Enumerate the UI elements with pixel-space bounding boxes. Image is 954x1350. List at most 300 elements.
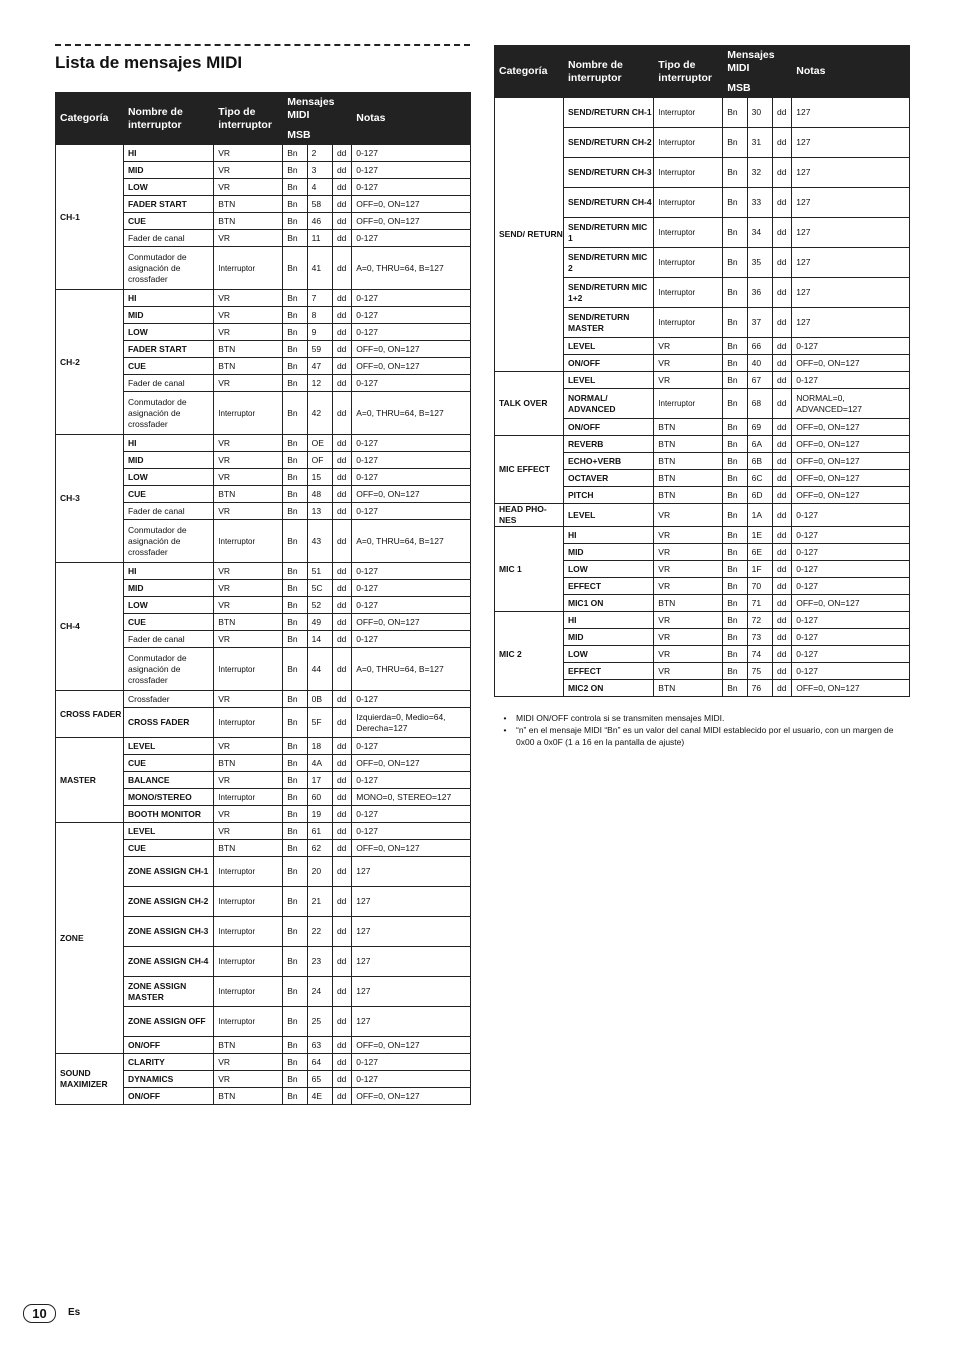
msb-cell: 15 [307,469,332,486]
category-cell: CH-1 [56,145,124,290]
category-cell: TALK OVER [495,372,564,436]
status-byte-cell: Bn [723,578,747,595]
msb-cell: 23 [307,947,332,977]
notes-cell: OFF=0, ON=127 [352,486,471,503]
msb-cell: 11 [307,230,332,247]
notes-cell: NORMAL=0, ADVANCED=127 [792,389,910,419]
table-row [495,436,910,453]
switch-type-cell: Interruptor [214,648,283,691]
notes-cell: OFF=0, ON=127 [792,355,910,372]
status-byte-cell: Bn [283,469,307,486]
notes-cell: 0-127 [352,1054,471,1071]
data-byte-cell: dd [772,308,791,338]
msb-cell: 70 [747,578,772,595]
notes-cell: 0-127 [792,629,910,646]
switch-name-cell: FADER START [123,341,213,358]
footnote [494,712,910,724]
table-row [56,1054,471,1071]
status-byte-cell: Bn [283,486,307,503]
switch-type-cell: VR [214,435,283,452]
data-byte-cell: dd [332,503,351,520]
notes-cell: 0-127 [352,1071,471,1088]
data-byte-cell: dd [772,578,791,595]
switch-name-cell: CUE [123,486,213,503]
language-code: Es [68,1307,81,1318]
notes-cell: 127 [792,188,910,218]
switch-name-cell: Fader de canal [123,503,213,520]
switch-type-cell: Interruptor [214,1007,283,1037]
switch-type-cell: BTN [214,213,283,230]
notes-cell: 0-127 [792,646,910,663]
notes-cell: OFF=0, ON=127 [792,453,910,470]
switch-name-cell: Conmutador de asignación de crossfader [123,648,213,691]
msb-cell: 34 [747,218,772,248]
msb-cell: 6A [747,436,772,453]
msb-cell: 6D [747,487,772,504]
msb-cell: 73 [747,629,772,646]
switch-type-cell: Interruptor [214,247,283,290]
msb-cell: 66 [747,338,772,355]
status-byte-cell: Bn [723,158,747,188]
footnote-text: “n” en el mensaje MIDI “Bn” es un valor del canal MIDI establecido por el usuario, con un margen de 0x00 a 0x0F (1 a 16 en la pantalla de ajuste) [516,725,894,747]
switch-name-cell: HI [123,435,213,452]
msb-cell: 37 [747,308,772,338]
header-midi-messages: Mensajes MIDI [283,93,352,126]
data-byte-cell: dd [332,162,351,179]
switch-type-cell: VR [214,738,283,755]
data-byte-cell: dd [332,392,351,435]
header-notes: Notas [792,46,910,98]
status-byte-cell: Bn [283,1071,307,1088]
status-byte-cell: Bn [723,436,747,453]
switch-name-cell: ZONE ASSIGN CH-1 [123,857,213,887]
msb-cell: 48 [307,486,332,503]
status-byte-cell: Bn [283,503,307,520]
midi-table-left [55,92,471,1105]
data-byte-cell: dd [772,188,791,218]
status-byte-cell: Bn [283,887,307,917]
switch-name-cell: EFFECT [563,663,653,680]
switch-type-cell: BTN [214,486,283,503]
switch-name-cell: ECHO+VERB [563,453,653,470]
status-byte-cell: Bn [723,389,747,419]
switch-name-cell: MIC1 ON [563,595,653,612]
switch-type-cell: VR [654,646,723,663]
msb-cell: OF [307,452,332,469]
status-byte-cell: Bn [283,196,307,213]
title-rule [55,44,470,46]
data-byte-cell: dd [332,1071,351,1088]
msb-cell: 4 [307,179,332,196]
notes-cell: OFF=0, ON=127 [352,1037,471,1054]
switch-type-cell: VR [214,162,283,179]
notes-cell: 0-127 [352,597,471,614]
msb-cell: 76 [747,680,772,697]
msb-cell: 58 [307,196,332,213]
msb-cell: 20 [307,857,332,887]
switch-name-cell: SEND/RETURN MIC 1 [563,218,653,248]
switch-name-cell: LOW [123,469,213,486]
switch-name-cell: LOW [123,324,213,341]
notes-cell: 0-127 [352,806,471,823]
status-byte-cell: Bn [723,419,747,436]
switch-name-cell: PITCH [563,487,653,504]
notes-cell: 127 [792,218,910,248]
switch-name-cell: MID [563,544,653,561]
msb-cell: 33 [747,188,772,218]
data-byte-cell: dd [332,977,351,1007]
switch-name-cell: LOW [563,646,653,663]
switch-type-cell: Interruptor [214,977,283,1007]
table-row [56,290,471,307]
msb-cell: 36 [747,278,772,308]
status-byte-cell: Bn [283,179,307,196]
switch-name-cell: CUE [123,755,213,772]
notes-cell: A=0, THRU=64, B=127 [352,520,471,563]
switch-type-cell: VR [654,504,723,527]
switch-type-cell: Interruptor [654,248,723,278]
msb-cell: 61 [307,823,332,840]
switch-type-cell: VR [214,375,283,392]
msb-cell: 72 [747,612,772,629]
switch-name-cell: MIC2 ON [563,680,653,697]
switch-type-cell: VR [214,1054,283,1071]
switch-name-cell: ON/OFF [123,1088,213,1105]
notes-cell: 0-127 [352,452,471,469]
status-byte-cell: Bn [283,755,307,772]
switch-type-cell: BTN [654,595,723,612]
switch-name-cell: ZONE ASSIGN MASTER [123,977,213,1007]
switch-name-cell: EFFECT [563,578,653,595]
header-category: Categoría [495,46,564,98]
switch-name-cell: OCTAVER [563,470,653,487]
msb-cell: 0B [307,691,332,708]
notes-cell: 127 [792,158,910,188]
midi-table-right [494,45,910,697]
status-byte-cell: Bn [283,290,307,307]
notes-cell: OFF=0, ON=127 [792,419,910,436]
data-byte-cell: dd [332,580,351,597]
status-byte-cell: Bn [283,977,307,1007]
switch-name-cell: Fader de canal [123,375,213,392]
category-cell: SEND/ RETURN [495,98,564,372]
switch-name-cell: LEVEL [563,338,653,355]
status-byte-cell: Bn [723,188,747,218]
switch-type-cell: VR [214,290,283,307]
notes-cell: OFF=0, ON=127 [352,614,471,631]
switch-name-cell: ZONE ASSIGN CH-4 [123,947,213,977]
table-row [56,145,471,162]
switch-type-cell: VR [654,527,723,544]
notes-cell: OFF=0, ON=127 [352,358,471,375]
switch-name-cell: MID [123,162,213,179]
msb-cell: 1A [747,504,772,527]
header-switch-type: Tipo de interruptor [654,46,723,98]
msb-cell: 74 [747,646,772,663]
msb-cell: 42 [307,392,332,435]
status-byte-cell: Bn [723,248,747,278]
switch-type-cell: BTN [654,680,723,697]
data-byte-cell: dd [772,436,791,453]
switch-type-cell: VR [654,561,723,578]
notes-cell: 127 [352,977,471,1007]
switch-type-cell: VR [214,691,283,708]
data-byte-cell: dd [772,278,791,308]
notes-cell: 0-127 [352,772,471,789]
notes-cell: 0-127 [352,145,471,162]
switch-name-cell: MID [123,452,213,469]
notes-cell: 127 [352,1007,471,1037]
status-byte-cell: Bn [283,840,307,857]
msb-cell: 22 [307,917,332,947]
switch-type-cell: Interruptor [214,392,283,435]
data-byte-cell: dd [332,230,351,247]
data-byte-cell: dd [772,128,791,158]
notes-cell: 0-127 [352,307,471,324]
notes-cell: 127 [792,248,910,278]
data-byte-cell: dd [332,469,351,486]
switch-type-cell: VR [214,806,283,823]
category-cell: ZONE [56,823,124,1054]
switch-name-cell: CUE [123,840,213,857]
status-byte-cell: Bn [283,648,307,691]
notes-cell: 0-127 [792,338,910,355]
status-byte-cell: Bn [723,453,747,470]
header-notes: Notas [352,93,471,145]
notes-cell: 0-127 [352,563,471,580]
switch-name-cell: SEND/RETURN CH-4 [563,188,653,218]
footnotes [494,712,910,748]
table-row [56,435,471,452]
switch-name-cell: SEND/RETURN MIC 2 [563,248,653,278]
status-byte-cell: Bn [283,789,307,806]
data-byte-cell: dd [332,1088,351,1105]
category-cell: CROSS FADER [56,691,124,738]
header-midi-messages: Mensajes MIDI [723,46,792,79]
status-byte-cell: Bn [283,307,307,324]
status-byte-cell: Bn [723,527,747,544]
category-cell: MIC EFFECT [495,436,564,504]
data-byte-cell: dd [772,629,791,646]
notes-cell: OFF=0, ON=127 [792,487,910,504]
notes-cell: OFF=0, ON=127 [352,213,471,230]
switch-type-cell: VR [214,179,283,196]
switch-type-cell: VR [654,338,723,355]
switch-type-cell: BTN [654,487,723,504]
switch-type-cell: Interruptor [214,887,283,917]
notes-cell: 0-127 [792,561,910,578]
switch-name-cell: CLARITY [123,1054,213,1071]
data-byte-cell: dd [332,341,351,358]
page-title: Lista de mensajes MIDI [55,53,243,72]
status-byte-cell: Bn [283,917,307,947]
msb-cell: 3 [307,162,332,179]
switch-name-cell: MID [123,580,213,597]
notes-cell: OFF=0, ON=127 [792,470,910,487]
status-byte-cell: Bn [283,1088,307,1105]
switch-name-cell: HI [563,527,653,544]
switch-name-cell: HI [123,290,213,307]
status-byte-cell: Bn [723,308,747,338]
header-msb: MSB [723,79,792,98]
header-category: Categoría [56,93,124,145]
msb-cell: 71 [747,595,772,612]
switch-type-cell: BTN [214,1037,283,1054]
status-byte-cell: Bn [283,691,307,708]
switch-name-cell: ON/OFF [563,419,653,436]
msb-cell: 24 [307,977,332,1007]
data-byte-cell: dd [332,917,351,947]
header-msb: MSB [283,126,352,145]
status-byte-cell: Bn [283,806,307,823]
notes-cell: 127 [352,887,471,917]
table-row [495,98,910,128]
switch-name-cell: Crossfader [123,691,213,708]
switch-name-cell: LEVEL [563,372,653,389]
switch-type-cell: BTN [654,436,723,453]
msb-cell: 5F [307,708,332,738]
status-byte-cell: Bn [723,487,747,504]
msb-cell: 12 [307,375,332,392]
status-byte-cell: Bn [723,470,747,487]
status-byte-cell: Bn [283,435,307,452]
switch-name-cell: BALANCE [123,772,213,789]
switch-type-cell: BTN [654,419,723,436]
switch-name-cell: BOOTH MONITOR [123,806,213,823]
data-byte-cell: dd [332,452,351,469]
switch-type-cell: Interruptor [654,218,723,248]
status-byte-cell: Bn [723,544,747,561]
data-byte-cell: dd [332,631,351,648]
notes-cell: OFF=0, ON=127 [352,755,471,772]
notes-cell: OFF=0, ON=127 [352,1088,471,1105]
status-byte-cell: Bn [283,738,307,755]
msb-cell: 1F [747,561,772,578]
switch-name-cell: ZONE ASSIGN CH-3 [123,917,213,947]
notes-cell: 127 [792,128,910,158]
notes-cell: OFF=0, ON=127 [352,196,471,213]
notes-cell: OFF=0, ON=127 [792,680,910,697]
data-byte-cell: dd [332,887,351,917]
msb-cell: 6E [747,544,772,561]
status-byte-cell: Bn [723,504,747,527]
data-byte-cell: dd [332,840,351,857]
msb-cell: 21 [307,887,332,917]
msb-cell: 7 [307,290,332,307]
switch-type-cell: BTN [214,840,283,857]
status-byte-cell: Bn [723,595,747,612]
data-byte-cell: dd [772,470,791,487]
page-number: 10 [23,1304,56,1323]
status-byte-cell: Bn [723,218,747,248]
data-byte-cell: dd [332,1054,351,1071]
switch-type-cell: VR [654,372,723,389]
category-cell: CH-4 [56,563,124,691]
msb-cell: 44 [307,648,332,691]
bullet: • [503,725,507,735]
status-byte-cell: Bn [723,646,747,663]
msb-cell: OE [307,435,332,452]
switch-name-cell: NORMAL/ ADVANCED [563,389,653,419]
status-byte-cell: Bn [283,597,307,614]
switch-type-cell: BTN [214,1088,283,1105]
msb-cell: 13 [307,503,332,520]
switch-type-cell: VR [214,452,283,469]
msb-cell: 6C [747,470,772,487]
category-cell: HEAD PHO- NES [495,504,564,527]
data-byte-cell: dd [332,708,351,738]
category-cell: CH-2 [56,290,124,435]
msb-cell: 68 [747,389,772,419]
msb-cell: 49 [307,614,332,631]
switch-type-cell: VR [654,612,723,629]
notes-cell: 0-127 [352,469,471,486]
header-switch-name: Nombre de interruptor [563,46,653,98]
msb-cell: 6B [747,453,772,470]
data-byte-cell: dd [332,1007,351,1037]
status-byte-cell: Bn [283,392,307,435]
notes-cell: 127 [792,98,910,128]
data-byte-cell: dd [332,563,351,580]
data-byte-cell: dd [332,789,351,806]
notes-cell: 0-127 [352,823,471,840]
status-byte-cell: Bn [283,823,307,840]
data-byte-cell: dd [332,179,351,196]
header-switch-type: Tipo de interruptor [214,93,283,145]
data-byte-cell: dd [772,561,791,578]
category-cell: MIC 2 [495,612,564,697]
notes-cell: 0-127 [352,738,471,755]
switch-type-cell: VR [214,580,283,597]
switch-type-cell: VR [654,578,723,595]
notes-cell: Izquierda=0, Medio=64, Derecha=127 [352,708,471,738]
status-byte-cell: Bn [283,563,307,580]
switch-name-cell: SEND/RETURN CH-2 [563,128,653,158]
switch-name-cell: Fader de canal [123,230,213,247]
status-byte-cell: Bn [723,629,747,646]
msb-cell: 17 [307,772,332,789]
switch-type-cell: VR [214,563,283,580]
notes-cell: 0-127 [352,324,471,341]
status-byte-cell: Bn [283,145,307,162]
data-byte-cell: dd [332,213,351,230]
status-byte-cell: Bn [283,580,307,597]
data-byte-cell: dd [332,247,351,290]
notes-cell: 0-127 [352,580,471,597]
switch-name-cell: MID [123,307,213,324]
switch-type-cell: Interruptor [214,708,283,738]
status-byte-cell: Bn [723,561,747,578]
data-byte-cell: dd [772,527,791,544]
msb-cell: 2 [307,145,332,162]
msb-cell: 65 [307,1071,332,1088]
status-byte-cell: Bn [283,230,307,247]
switch-type-cell: VR [214,145,283,162]
status-byte-cell: Bn [283,213,307,230]
data-byte-cell: dd [772,680,791,697]
data-byte-cell: dd [772,248,791,278]
switch-type-cell: BTN [214,196,283,213]
notes-cell: 0-127 [792,504,910,527]
notes-cell: 0-127 [352,435,471,452]
msb-cell: 1E [747,527,772,544]
data-byte-cell: dd [332,755,351,772]
switch-type-cell: BTN [214,755,283,772]
data-byte-cell: dd [772,338,791,355]
footnote-text: MIDI ON/OFF controla si se transmiten mensajes MIDI. [516,713,725,723]
data-byte-cell: dd [772,419,791,436]
status-byte-cell: Bn [283,452,307,469]
